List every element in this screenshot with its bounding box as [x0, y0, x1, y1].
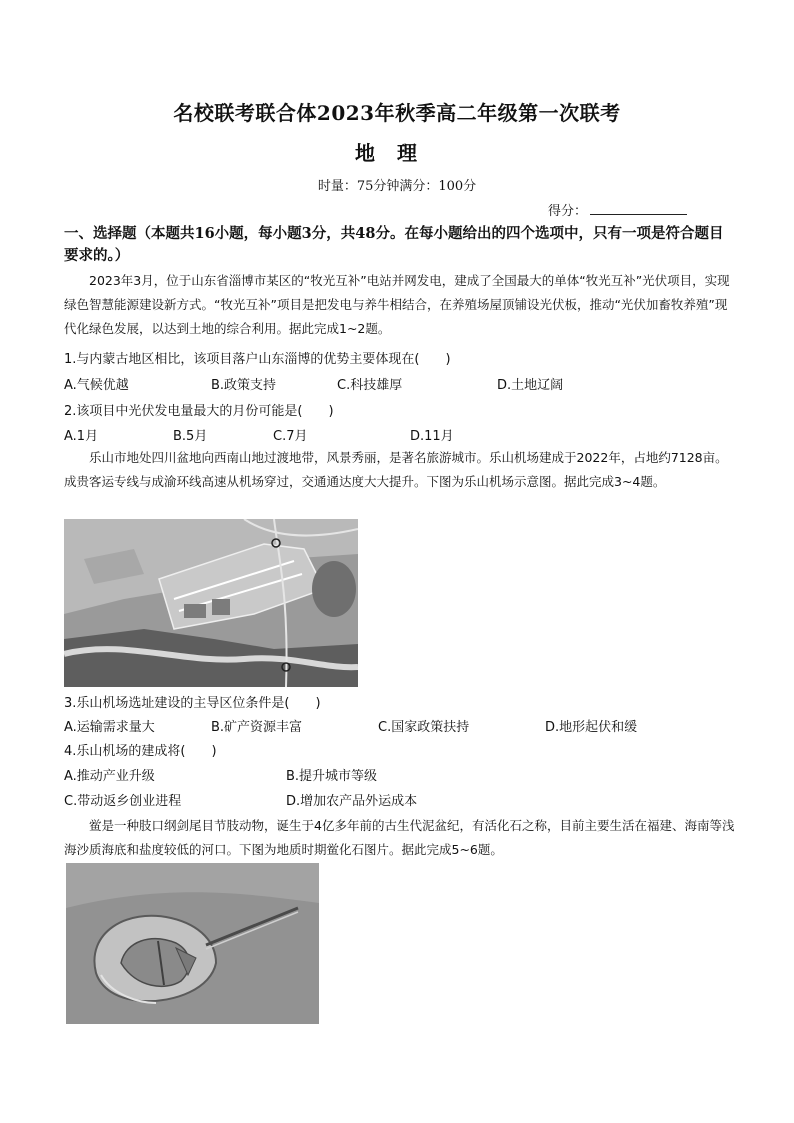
passage-1: 2023年3月，位于山东省淄博市某区的“牧光互补”电站并网发电，建成了全国最大的单体“牧光互补”光伏项目，实现绿色智慧能源建设新方式。“牧光互补”项目是把发电与养牛相结合，在养殖场屋顶铺设光伏板，推动“光伏加畜牧养殖”现代化绿色发展，以达到土地的综合利用。据此完成1~2题。 — [64, 273, 730, 336]
q4-option-b: B.提升城市等级 — [286, 769, 378, 784]
q1-option-c: C.科技雄厚 — [337, 378, 403, 393]
q3-option-a: A.运输需求量大 — [64, 720, 155, 735]
q3-option-c: C.国家政策扶持 — [378, 720, 470, 735]
question-4-stem: 4.乐山机场的建成将( ) — [64, 744, 217, 759]
score-label: 得分： — [548, 204, 588, 219]
q4-option-d: D.增加农产品外运成本 — [286, 794, 418, 809]
q4-option-a: A.推动产业升级 — [64, 769, 155, 784]
subject-title: 地理 — [355, 141, 439, 165]
horseshoe-crab-fossil-image — [66, 863, 319, 1024]
q1-option-d: D.土地辽阔 — [497, 378, 564, 393]
airport-map-illustration — [64, 519, 358, 687]
time-info: 时量：75分钟满分：100分 — [317, 179, 477, 194]
passage-3: 鲎是一种肢口纲剑尾目节肢动物，诞生于4亿多年前的古生代泥盆纪，有活化石之称，目前主要生活在福建、海南等浅海沙质海底和盐度较低的河口。下图为地质时期鲎化石图片。据此完成5~6题。 — [64, 818, 735, 857]
q1-option-a: A.气候优越 — [64, 378, 129, 393]
question-1-stem: 1.与内蒙古地区相比，该项目落户山东淄博的优势主要体现在( ) — [64, 352, 451, 367]
exam-title: 名校联考联合体2023年秋季高二年级第一次联考 — [173, 101, 621, 125]
q4-option-c: C.带动返乡创业进程 — [64, 794, 182, 809]
q2-option-d: D.11月 — [410, 429, 454, 444]
score-blank-line — [590, 214, 687, 215]
q2-option-b: B.5月 — [173, 429, 208, 444]
leshan-airport-map-image — [64, 519, 358, 687]
q1-option-b: B.政策支持 — [211, 378, 277, 393]
question-3-stem: 3.乐山机场选址建设的主导区位条件是( ) — [64, 696, 321, 711]
q2-option-a: A.1月 — [64, 429, 99, 444]
passage-2: 乐山市地处四川盆地向西南山地过渡地带，风景秀丽，是著名旅游城市。乐山机场建成于2022年，占地约7128亩。成贵客运专线与成渝环线高速从机场穿过，交通通达度大大提升。下图为乐山机场示意图。据此完成3~4题。 — [64, 450, 728, 489]
q3-option-b: B.矿产资源丰富 — [211, 720, 303, 735]
question-2-stem: 2.该项目中光伏发电量最大的月份可能是( ) — [64, 404, 334, 419]
q2-option-c: C.7月 — [273, 429, 308, 444]
q3-option-d: D.地形起伏和缓 — [545, 720, 638, 735]
fossil-illustration — [66, 863, 319, 1024]
section-heading: 一、选择题（本题共16小题，每小题3分，共48分。在每小题给出的四个选项中，只有一项是符合题目要求的。） — [64, 225, 724, 264]
